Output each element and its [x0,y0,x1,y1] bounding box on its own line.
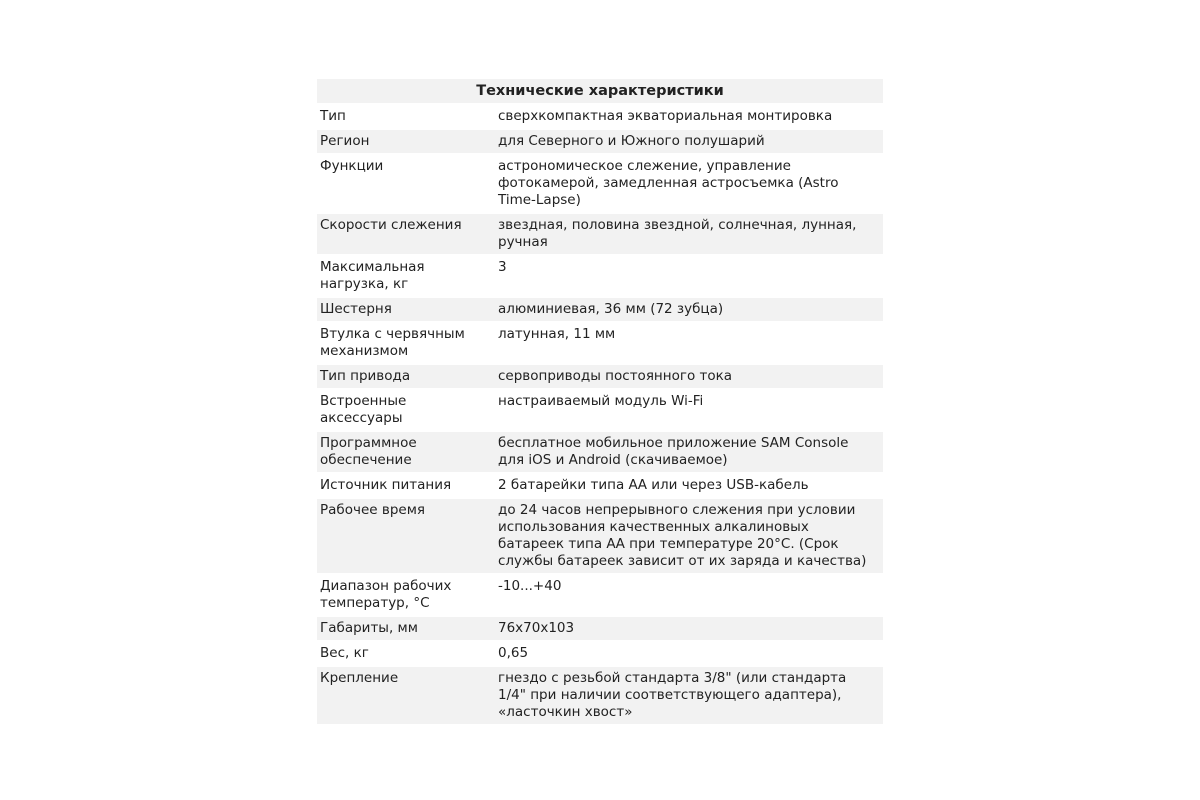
table-title: Технические характеристики [317,79,883,105]
row-label: Крепление [317,667,494,726]
row-label: Шестерня [317,298,494,323]
row-label: Рабочее время [317,499,494,575]
row-label: Скорости слежения [317,214,494,256]
row-value: 2 батарейки типа АА или через USB-кабель [494,474,883,499]
table-row-max-load [317,256,883,298]
row-label: Встроенные аксессуары [317,390,494,432]
table-row-operating-time [317,499,883,575]
row-value: алюминиевая, 36 мм (72 зубца) [494,298,883,323]
row-value: сервоприводы постоянного тока [494,365,883,390]
table-row-functions [317,155,883,214]
row-value: -10...+40 [494,575,883,617]
row-label: Регион [317,130,494,155]
row-label: Тип привода [317,365,494,390]
table-row-weight [317,642,883,667]
row-value: бесплатное мобильное приложение SAM Console для iOS и Android (скачиваемое) [494,432,883,474]
row-value: до 24 часов непрерывного слежения при условии использования качественных алкалиновых батареек типа АА при температуре 20°C. (Срок службы батареек зависит от их заряда и качества) [494,499,883,575]
row-value: латунная, 11 мм [494,323,883,365]
table-row-power-source [317,474,883,499]
table-row-mount [317,667,883,726]
row-value: для Северного и Южного полушарий [494,130,883,155]
row-label: Диапазон рабочих температур, °C [317,575,494,617]
table-row-region [317,130,883,155]
row-value: сверхкомпактная экваториальная монтировка [494,105,883,130]
spec-table [317,79,883,726]
row-value: 3 [494,256,883,298]
row-label: Программное обеспечение [317,432,494,474]
table-row-temperature-range [317,575,883,617]
row-value: звездная, половина звездной, солнечная, лунная, ручная [494,214,883,256]
table-header-row [317,79,883,105]
row-label: Втулка с червячным механизмом [317,323,494,365]
row-value: настраиваемый модуль Wi-Fi [494,390,883,432]
row-label: Габариты, мм [317,617,494,642]
table-row-drive-type [317,365,883,390]
row-value: 0,65 [494,642,883,667]
row-label: Максимальная нагрузка, кг [317,256,494,298]
table-row-worm-bushing [317,323,883,365]
row-value: 76x70x103 [494,617,883,642]
row-value: гнездо с резьбой стандарта 3/8" (или стандарта 1/4" при наличии соответствующего адаптера), «ласточкин хвост» [494,667,883,726]
row-label: Функции [317,155,494,214]
row-value: астрономическое слежение, управление фотокамерой, замедленная астросъемка (Astro Time-Lapse) [494,155,883,214]
table-row-built-in-accessories [317,390,883,432]
row-label: Тип [317,105,494,130]
table-row-tracking-speeds [317,214,883,256]
table-row-software [317,432,883,474]
row-label: Вес, кг [317,642,494,667]
row-label: Источник питания [317,474,494,499]
table-row-gear [317,298,883,323]
table-row-type [317,105,883,130]
table-row-dimensions [317,617,883,642]
